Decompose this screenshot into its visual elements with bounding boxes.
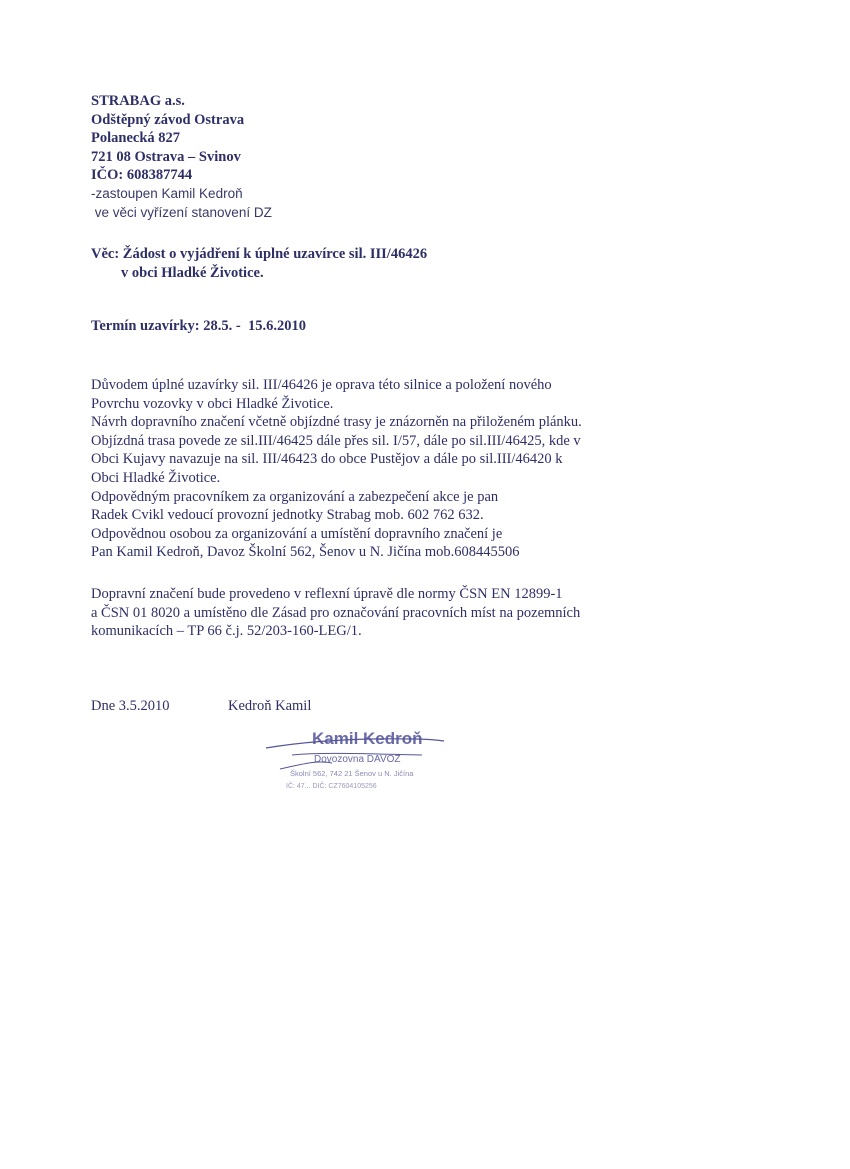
stamp-name: Kamil Kedroň (312, 729, 423, 748)
stamp-address: Školní 562, 742 21 Šenov u N. Jičína (290, 769, 414, 778)
closure-term: Termín uzavírky: 28.5. - 15.6.2010 (91, 318, 306, 334)
body-line: Obci Hladké Životice. (91, 469, 221, 486)
norms-line: Dopravní značení bude provedeno v reflexní úpravě dle normy ČSN EN 12899-1 (91, 586, 563, 602)
subject-line-1: Věc: Žádost o vyjádření k úplné uzavírce sil. III/46426 (91, 246, 428, 262)
represented-by: -zastoupen Kamil Kedroň (91, 185, 243, 201)
norms-line: komunikacích – TP 66 č.j. 52/203-160-LEG/1. (91, 623, 362, 640)
body-line: Pan Kamil Kedroň, Davoz Školní 562, Šenov u N. Jičína mob.608445506 (91, 544, 520, 561)
ico-number: IČO: 608387744 (91, 167, 193, 184)
norms-paragraph (91, 585, 580, 641)
body-line: Odpovědným pracovníkem za organizování a zabezpečení akce je pan (91, 488, 499, 505)
company-name: STRABAG a.s. (91, 93, 185, 109)
letter-date: Dne 3.5.2010 (91, 698, 170, 714)
branch-name: Odštěpný závod Ostrava (91, 111, 245, 128)
matter-note: ve věci vyřízení stanovení DZ (91, 204, 272, 220)
body-line: Důvodem úplné uzavírky sil. III/46426 je oprava této silnice a položení nového (91, 377, 552, 393)
body-line: Návrh dopravního značení včetně objízdné trasy je znázorněn na přiloženém plánku. (91, 414, 582, 431)
subject-line-2: v obci Hladké Životice. (121, 265, 264, 281)
body-line: Odpovědnou osobou za organizování a umístění dopravního značení je (91, 525, 503, 542)
subject (91, 245, 427, 283)
body-line: Obci Kujavy navazuje na sil. III/46423 do obce Pustějov a dále po sil.III/46420 k (91, 451, 563, 468)
signer-name: Kedroň Kamil (228, 698, 312, 714)
recipient-address (91, 92, 272, 222)
body-line: Objízdná trasa povede ze sil.III/46425 dále přes sil. I/57, dále po sil.III/46425, kde v (91, 432, 581, 449)
norms-line: a ČSN 01 8020 a umístěno dle Zásad pro označování pracovních míst na pozemních (91, 604, 581, 621)
body-line: Radek Cvikl vedoucí provozní jednotky Strabag mob. 602 762 632. (91, 507, 484, 524)
signature-stamp (262, 722, 472, 792)
street: Polanecká 827 (91, 130, 181, 147)
stamp-company: Dovozovna DAVOZ (314, 754, 401, 765)
stamp-ids: IČ: 47... DIČ: CZ7604105256 (286, 783, 377, 790)
body-line: Povrchu vozovky v obci Hladké Životice. (91, 395, 334, 412)
city: 721 08 Ostrava – Svinov (91, 148, 241, 165)
body-paragraph (91, 376, 582, 562)
